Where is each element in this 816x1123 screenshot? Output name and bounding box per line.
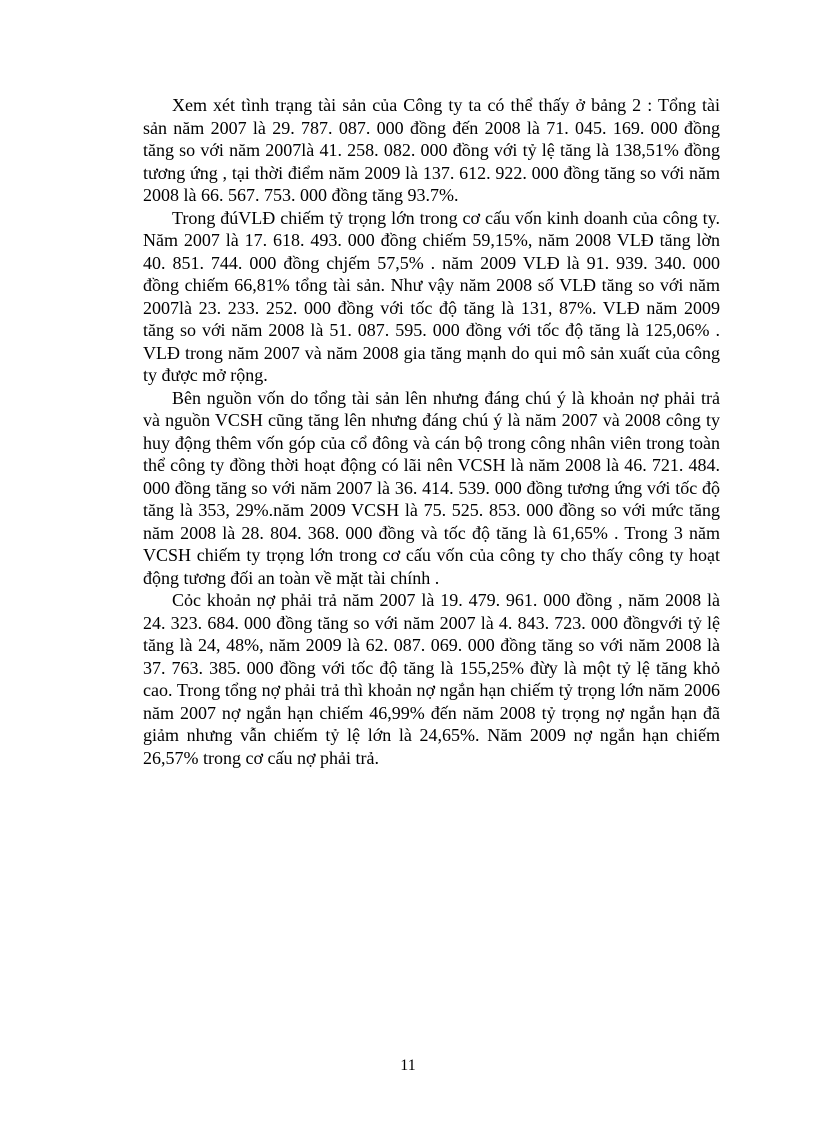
paragraph-total-assets: Xem xét tình trạng tài sản của Công ty ta có thể thấy ở bảng 2 : Tổng tài sản năm 2007 là 29. 787. 087. 000 đồng đến 2008 là 71. 045. 169. 000 đồng tăng so với năm 2007là 41. 258. 082. 000 đồng với tỷ lệ tăng là 138,51% đồng tương ứng , tại thời điểm năm 2009 là 137. 612. 922. 000 đồng tăng so với năm 2008 là 66. 567. 753. 000 đồng tăng 93.7%.: [143, 95, 720, 205]
paragraph-working-capital: Trong đúVLĐ chiếm tỷ trọng lớn trong cơ cấu vốn kinh doanh của công ty. Năm 2007 là 17. 618. 493. 000 đồng chiếm 59,15%, năm 2008 VLĐ tăng lờn 40. 851. 744. 000 đồng chjếm 57,5% . năm 2009 VLĐ là 91. 939. 340. 000 đồng chiếm 66,81% tổng tài sản. Như vậy năm 2008 số VLĐ tăng so với năm 2007là 23. 233. 252. 000 đồng với tốc độ tăng là 131, 87%. VLĐ năm 2009 tăng so với năm 2008 là 51. 087. 595. 000 đồng với tốc độ tăng là 125,06% . VLĐ trong năm 2007 và năm 2008 gia tăng mạnh do qui mô sản xuất của công ty được mở rộng.: [143, 207, 720, 385]
paragraph-liabilities: Cỏc khoản nợ phải trả năm 2007 là 19. 479. 961. 000 đồng , năm 2008 là 24. 323. 684. 000 đồng tăng so với năm 2007 là 4. 843. 723. 000 đồngvới tỷ lệ tăng là 24, 48%, năm 2009 là 62. 087. 069. 000 đồng tăng so với năm 2008 là 37. 763. 385. 000 đồng với tốc độ tăng là 155,25% đừy là một tỷ lệ tăng khỏ cao. Trong tổng nợ phải trả thì khoản nợ ngắn hạn chiếm tỷ trọng lớn năm 2006 năm 2007 nợ ngắn hạn chiếm 46,99% đến năm 2008 tỷ trọng nợ ngắn hạn đã giảm nhưng vẫn chiếm tỷ lệ lớn là 24,65%. Năm 2009 nợ ngắn hạn chiếm 26,57% trong cơ cấu nợ phải trả.: [143, 590, 720, 768]
paragraph-equity: Bên nguồn vốn do tổng tài sản lên nhưng đáng chú ý là khoản nợ phải trả và nguồn VCSH cũng tăng lên nhưng đáng chú ý là năm 2007 và 2008 công ty huy động thêm vốn góp của cổ đông và cán bộ trong công nhân viên trong toàn thể công ty đồng thời hoạt động có lãi nên VCSH là năm 2008 là 46. 721. 484. 000 đồng tăng so với năm 2007 là 36. 414. 539. 000 đồng tương ứng với tốc độ tăng là 353, 29%.năm 2009 VCSH là 75. 525. 853. 000 đồng so với mức tăng năm 2008 là 28. 804. 368. 000 đồng và tốc độ tăng là 61,65% . Trong 3 năm VCSH chiếm ty trọng lớn trong cơ cấu vốn của công ty cho thấy công ty hoạt động tương đối an toàn về mặt tài chính .: [143, 387, 720, 588]
page-number: 11: [400, 1057, 416, 1074]
body-text: [143, 94, 720, 769]
